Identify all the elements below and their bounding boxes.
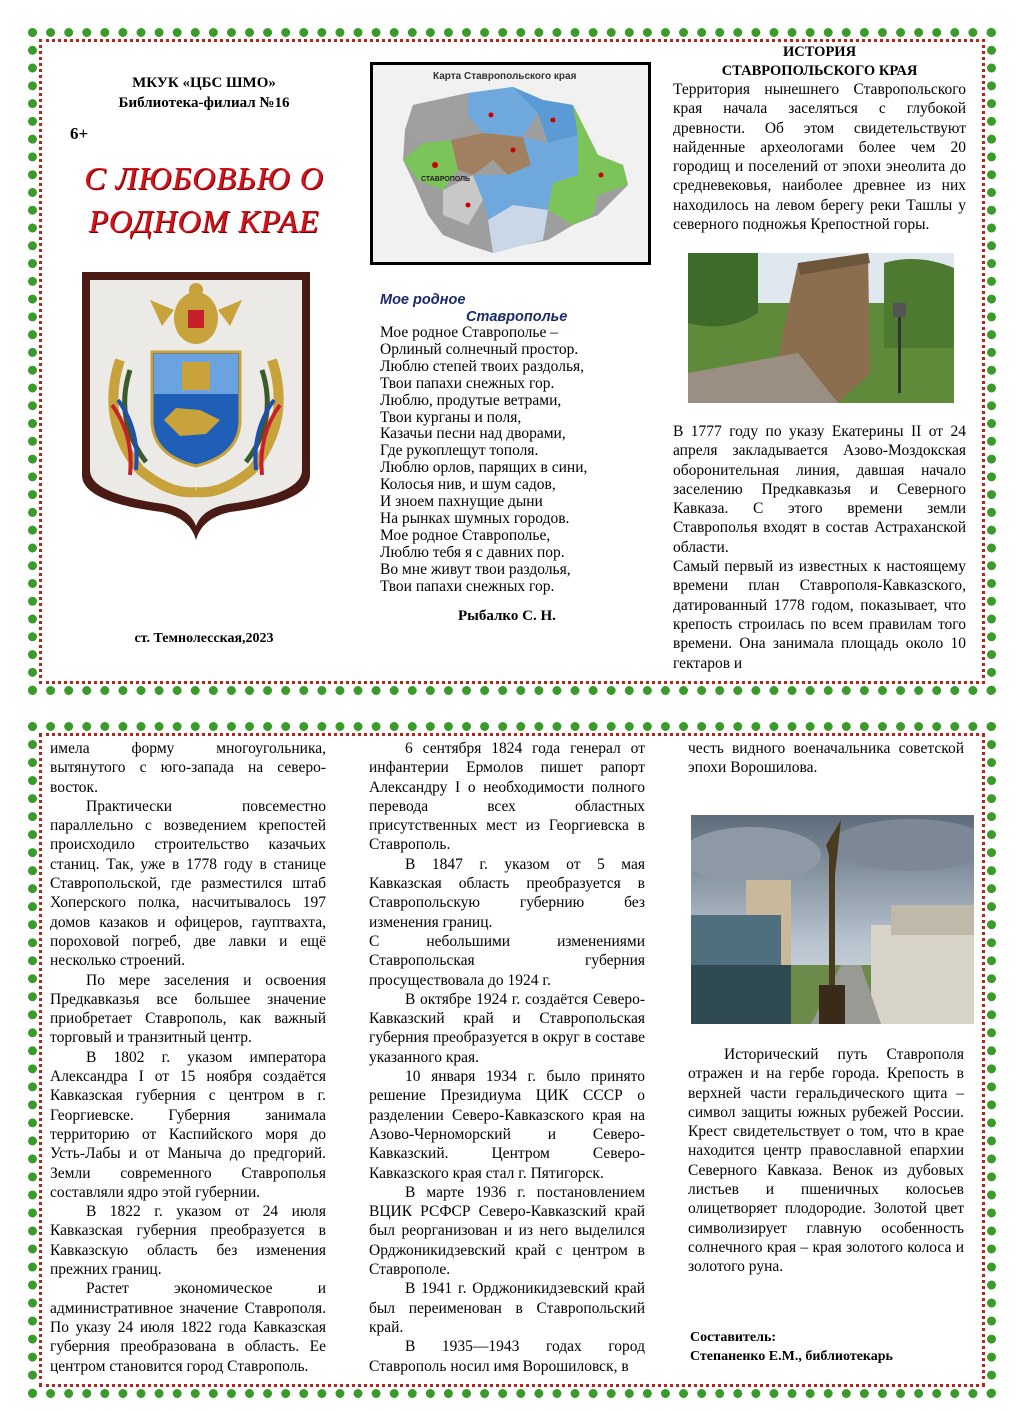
poem-author: Рыбалко С. Н. xyxy=(458,608,556,624)
cover-title-line1: С ЛЮБОВЬЮ О xyxy=(84,160,324,196)
map-title: Карта Ставропольского края xyxy=(433,71,577,82)
poem-line: Мое родное Ставрополье, xyxy=(380,526,551,544)
cover-title-line2: РОДНОМ КРАЕ xyxy=(88,203,320,239)
col3-paragraph-0: честь видного военачальника советской эпохи Ворошилова. xyxy=(688,740,964,777)
history-heading-line1: ИСТОРИЯ xyxy=(782,44,857,60)
poem-line: Твои курганы и поля, xyxy=(380,408,522,426)
col2-paragraph: В 1941 г. Орджоникидзевский край был переименован в Ставропольский край. xyxy=(369,1280,645,1336)
branch-name: Библиотека-филиал №16 xyxy=(118,95,290,111)
history-paragraph-2: В 1777 году по указу Екатерины II от 24 апреля закладывается Азово-Моздокская оборонительная линия, давшая начало заселению Предкавказья и Северного Кавказа. С этого времени земли Ставрополья входят в состав Астраханской области. xyxy=(673,423,966,556)
poem-line: Люблю тебя я с давних пор. xyxy=(380,543,565,561)
col3-paragraph-1 xyxy=(688,1045,964,1277)
poem-line: Колосья нив, и шум садов, xyxy=(380,476,556,494)
col1-paragraph: В 1802 г. указом императора Александра I от 15 ноября создаётся Кавказская губерния с центром в г. Георгиевске. Губерния занимала территорию от Каспийского моря до Усть-Лабы и от Маныча до предгорий. Земли современного Ставрополья составляли ядро этой губернии. xyxy=(50,1048,326,1201)
poem-line: Твои папахи снежных гор. xyxy=(380,577,555,595)
poem-line: Люблю орлов, парящих в сини, xyxy=(380,459,588,477)
col1-paragraph: Практически повсеместно параллельно с возведением крепостей происходило строительство казачьих станиц. Так, уже в 1778 году в станице Ставропольской, где разместился штаб Хоперского полка, насчитывалось 197 домов казаков и офицеров, гауптвахта, пороховой погреб, две лавки и ещё несколько строений. xyxy=(50,797,326,970)
col2-paragraph: С небольшими изменениями Ставропольская губерния просуществовала до 1924 г. xyxy=(369,932,645,989)
stavropol-map xyxy=(370,62,651,265)
age-rating: 6+ xyxy=(70,124,89,143)
history-paragraph-1: Территория нынешнего Ставропольского края начала заселяться с глубокой древности. Об этом свидетельствуют найденные археологами более чем 20 городищ и поселений от эпохи энеолита до средневековья, наиболее древнее из них находилось на левом берегу реки Ташлы у северного подножья Крепостной горы. xyxy=(673,81,966,234)
stavropol-city-photo xyxy=(691,815,974,1024)
poem-title-line1: Мое родное xyxy=(380,292,466,308)
coat-of-arms-description: Исторический путь Ставрополя отражен и на гербе города. Крепость в верхней части геральдического щита – символ защиты южных рубежей России. Крест свидетельствует о том, что в крае находится центр православной епархии Северного Кавказа. Венок из дубовых листьев и пшеничных колосьев олицетворяет плодородие. Золотой цвет символизирует главную особенность солнечного края – края золотого колоса и золотого руна. xyxy=(688,1046,964,1276)
poem-line: Орлиный солнечный простор. xyxy=(380,340,579,358)
cover-header xyxy=(60,73,348,113)
compiler-label: Составитель: xyxy=(690,1330,777,1345)
col1-paragraph: В 1822 г. указом от 24 июля Кавказская губерния преобразуется в Кавказскую область без изменения прежних границ. xyxy=(50,1203,326,1279)
poem-title-line2: Ставрополье xyxy=(466,309,568,325)
col2-paragraph: В марте 1936 г. постановлением ВЦИК РСФСР Северо-Кавказский край был реорганизован и из него выделился Орджоникидзевский край с центром в Ставрополе. xyxy=(369,1183,645,1279)
col1-paragraph: По мере заселения и освоения Предкавказья все большее значение приобретает Ставрополь, как важный торговый и транзитный центр. xyxy=(50,971,326,1047)
poem-line: Люблю степей твоих раздолья, xyxy=(380,357,585,375)
poem-line: Где рукоплещут тополя. xyxy=(380,442,539,460)
org-name: МКУК «ЦБС ШМО» xyxy=(132,75,276,91)
place-year: ст. Темнолесская,2023 xyxy=(134,631,274,646)
poem-line: На рынках шумных городов. xyxy=(380,509,570,527)
map-city-label: СТАВРОПОЛЬ xyxy=(421,176,471,183)
coat-of-arms-image xyxy=(80,270,312,542)
col2-paragraph: 6 сентября 1824 года генерал от инфантерии Ермолов пишет рапорт Александру I о необходимости полного перевода всех областных присутственных мест из Георгиевска в Ставрополь. xyxy=(369,740,645,854)
poem-text xyxy=(380,325,650,596)
col1-paragraph: имела форму многоугольника, вытянутого с юго-запада на северо-восток. xyxy=(50,740,326,796)
col2-paragraph: 10 января 1934 г. было принято решение Президиума ЦИК СССР о разделении Северо-Кавказского края на Азово-Черноморский и Северо-Кавказский. Центром Северо-Кавказского края стал г. Пятигорск. xyxy=(369,1068,645,1182)
poem-line: И зноем пахнущие дыни xyxy=(380,493,543,511)
poem-line: Люблю, продутые ветрами, xyxy=(380,391,562,409)
col2-paragraph: В 1935—1943 годах город Ставрополь носил имя Ворошиловск, в xyxy=(369,1338,645,1375)
poem-line: Казачьи песни над дворами, xyxy=(380,425,566,443)
history-paragraph-3: Самый первый из известных к настоящему времени план Ставрополя-Кавказского, датированный 1778 годом, показывает, что крепость строилась по всем правилам того времени. Она занимала площадь около 10 гектаров и xyxy=(673,558,966,672)
column-1-text xyxy=(50,739,326,1376)
history-text-continued xyxy=(673,422,966,673)
fortress-wall-photo xyxy=(688,253,954,403)
history-heading-line2: СТАВРОПОЛЬСКОГО КРАЯ xyxy=(721,63,918,79)
poem-line: Мое родное Ставрополье – xyxy=(380,324,558,341)
compiler-name: Степаненко Е.М., библиотекарь xyxy=(690,1349,893,1364)
poem-line: Твои папахи снежных гор. xyxy=(380,374,555,392)
poem-line: Во мне живут твои раздолья, xyxy=(380,560,571,578)
history-heading xyxy=(673,43,966,81)
column-2-text xyxy=(369,739,645,1376)
col2-paragraph: В октябре 1924 г. создаётся Северо-Кавказский край и Ставропольская губерния преобразуется в округ в составе указанного края. xyxy=(369,990,645,1066)
col2-paragraph: В 1847 г. указом от 5 мая Кавказская область преобразуется в Ставропольскую губернию без изменения границ. xyxy=(369,855,645,931)
col1-paragraph: Растет экономическое и административное значение Ставрополя. По указу 24 июля 1822 года Кавказская губерния преобразована в область. Ее центром становится город Ставрополь. xyxy=(50,1280,326,1375)
